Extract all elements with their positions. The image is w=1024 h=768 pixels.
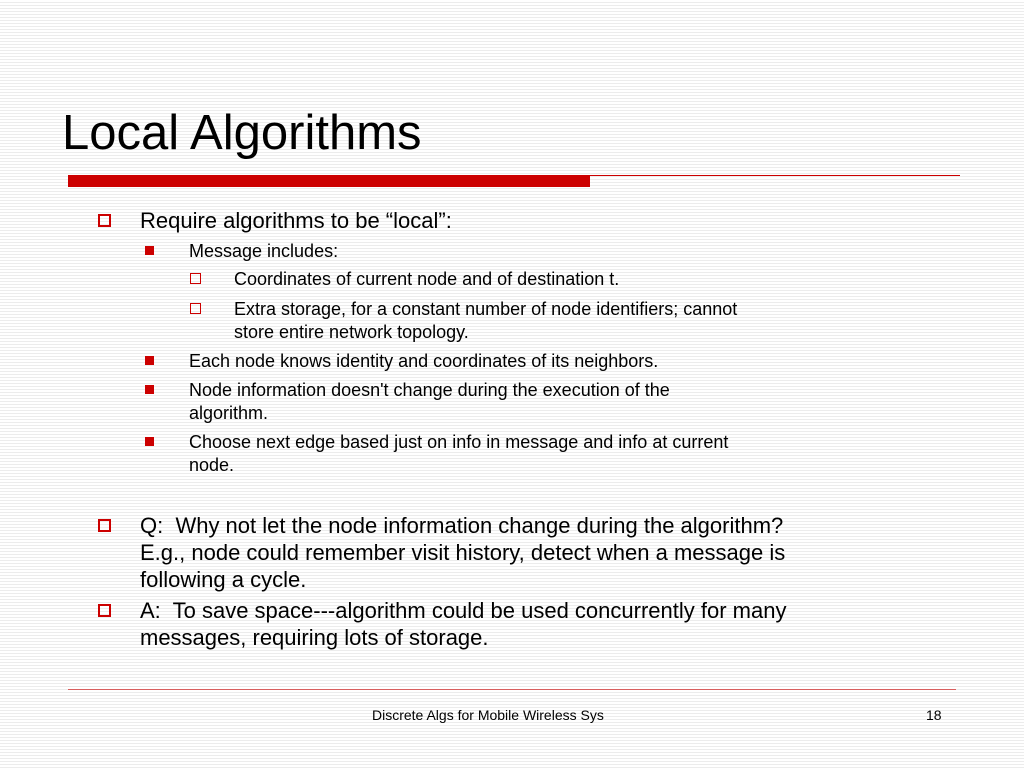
hollow-square-bullet-icon	[98, 214, 111, 227]
bullet-text-line-2: E.g., node could remember visit history, detect when a message is	[140, 540, 786, 565]
footer-course-title: Discrete Algs for Mobile Wireless Sys	[372, 707, 604, 723]
filled-square-bullet-icon	[145, 437, 154, 446]
slide-title: Local Algorithms	[62, 106, 422, 160]
bullet-text-line-1: Q: Why not let the node information change during the algorithm?	[140, 513, 784, 538]
bullet-text-line-1: Choose next edge based just on info in message and info at current	[189, 432, 729, 452]
hollow-square-bullet-icon	[98, 604, 111, 617]
bullet-text-line-2: store entire network topology.	[234, 322, 469, 342]
page-number: 18	[926, 707, 942, 723]
filled-square-bullet-icon	[145, 356, 154, 365]
bullet-text-line-2: node.	[189, 455, 235, 475]
filled-square-bullet-icon	[145, 385, 154, 394]
bullet-text-line-1: A: To save space---algorithm could be used concurrently for many	[140, 598, 787, 623]
bullet-text: Message includes:	[189, 241, 339, 261]
footer-divider	[68, 689, 956, 690]
bullet-text: Each node knows identity and coordinates of its neighbors.	[189, 351, 659, 371]
bullet-text-line-3: following a cycle.	[140, 567, 307, 592]
hollow-square-bullet-icon	[190, 303, 201, 314]
bullet-text-line-1: Extra storage, for a constant number of node identifiers; cannot	[234, 299, 738, 319]
bullet-text-line-1: Node information doesn't change during the execution of the	[189, 380, 670, 400]
bullet-text-line-2: messages, requiring lots of storage.	[140, 625, 489, 650]
bullet-text-line-2: algorithm.	[189, 403, 269, 423]
filled-square-bullet-icon	[145, 246, 154, 255]
hollow-square-bullet-icon	[98, 519, 111, 532]
bullet-text: Coordinates of current node and of destination t.	[234, 269, 620, 289]
hollow-square-bullet-icon	[190, 273, 201, 284]
bullet-text: Require algorithms to be “local”:	[140, 208, 452, 233]
